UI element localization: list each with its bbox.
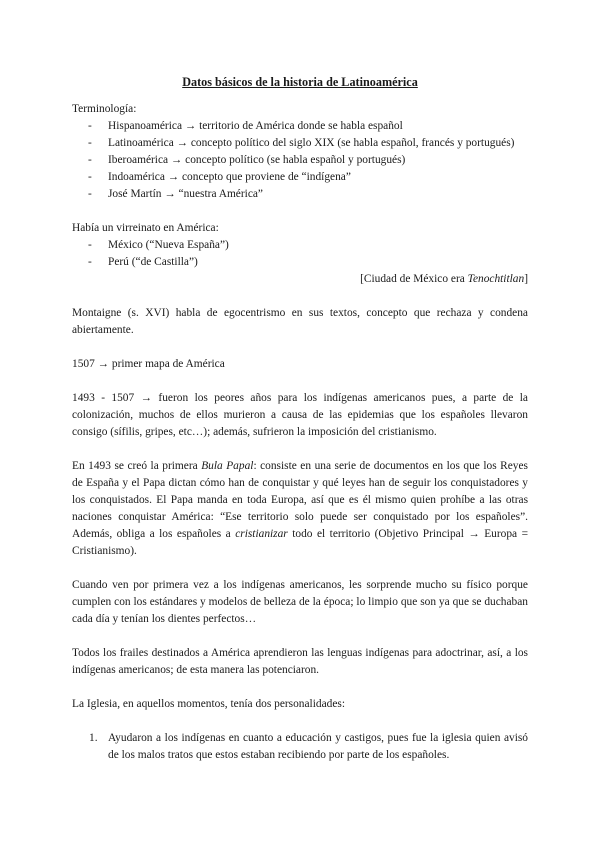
list-item: - Hispanoamérica → territorio de América donde se habla español: [72, 118, 528, 135]
text-run: : consiste en una serie de documentos en los que los Reyes de España y el Papa dictan cómo han de conquistar y qué leyes han de seguir los conquistadores y los conquistados. El Papa manda en toda Europa, así que es él mismo quien prohíbe a las otras naciones conquistar América: “Ese territorio solo puede ser conquistado por los españoles”. Además, obliga a los españoles a: [72, 460, 528, 540]
terminology-list: [72, 118, 528, 203]
paragraph-1507: 1507 → primer mapa de América: [72, 358, 225, 370]
list-item: - Indoamérica → concepto que proviene de “indígena”: [72, 169, 528, 186]
list-item: - Iberoamérica → concepto político (se habla español y portugués): [72, 152, 528, 169]
document-title: Datos básicos de la historia de Latinoamérica: [182, 75, 418, 89]
paragraph-montaigne: Montaigne (s. XVI) habla de egocentrismo en sus textos, concepto que rechaza y condena abiertamente.: [72, 307, 528, 336]
list-item: - José Martín → “nuestra América”: [72, 186, 528, 203]
text-run: En 1493 se creó la primera: [72, 460, 202, 472]
paragraph-frailes: Todos los frailes destinados a América aprendieron las lenguas indígenas para adoctrinar, así, a los indígenas americanos; de esta manera las potenciaron.: [72, 647, 528, 676]
text-run: todo el territorio (Objetivo Principal → Europa = Cristianismo).: [72, 528, 528, 557]
note-emphasis: Tenochtitlan: [467, 273, 525, 285]
list-item: [72, 730, 528, 764]
church-list: [72, 730, 528, 764]
list-item: - México (“Nueva España”): [72, 237, 528, 254]
paragraph-1493: 1493 - 1507 → fueron los peores años para los indígenas americanos pues, a parte de la colonización, muchos de ellos murieron a causa de las epidemias que los españoles llevaron consigo (sífilis, gripes, etc…); además, sufrieron la imposición del cristianismo.: [72, 392, 528, 438]
paragraph-iglesia: La Iglesia, en aquellos momentos, tenía dos personalidades:: [72, 698, 345, 710]
paragraph-fisico: Cuando ven por primera vez a los indígenas americanos, les sorprende mucho su físico porque cumplen con los estándares y modelos de belleza de la época; lo limpio que son ya que se duchaban cada día y tenían los dientes perfectos…: [72, 579, 528, 625]
viceroyalty-heading: Había un virreinato en América:: [72, 222, 219, 234]
document-page: [72, 74, 528, 764]
viceroyalty-note: [72, 271, 528, 288]
list-item: - Latinoamérica → concepto político del siglo XIX (se habla español, francés y portugués): [72, 135, 528, 152]
emphasis-bula: Bula Papal: [201, 460, 254, 472]
note-close: ]: [524, 273, 528, 285]
terminology-heading: Terminología:: [72, 103, 137, 115]
note-text: [Ciudad de México era: [360, 273, 468, 285]
emphasis-cristianizar: cristianizar: [235, 528, 288, 540]
viceroyalty-list: [72, 237, 528, 271]
list-item: - Perú (“de Castilla”): [72, 254, 528, 271]
list-number: 1.: [89, 732, 98, 744]
paragraph-bula-papal: [72, 458, 528, 560]
list-item-text: Ayudaron a los indígenas en cuanto a educación y castigos, pues fue la iglesia quien avisó de los malos tratos que estos estaban recibiendo por parte de los españoles.: [108, 732, 528, 761]
